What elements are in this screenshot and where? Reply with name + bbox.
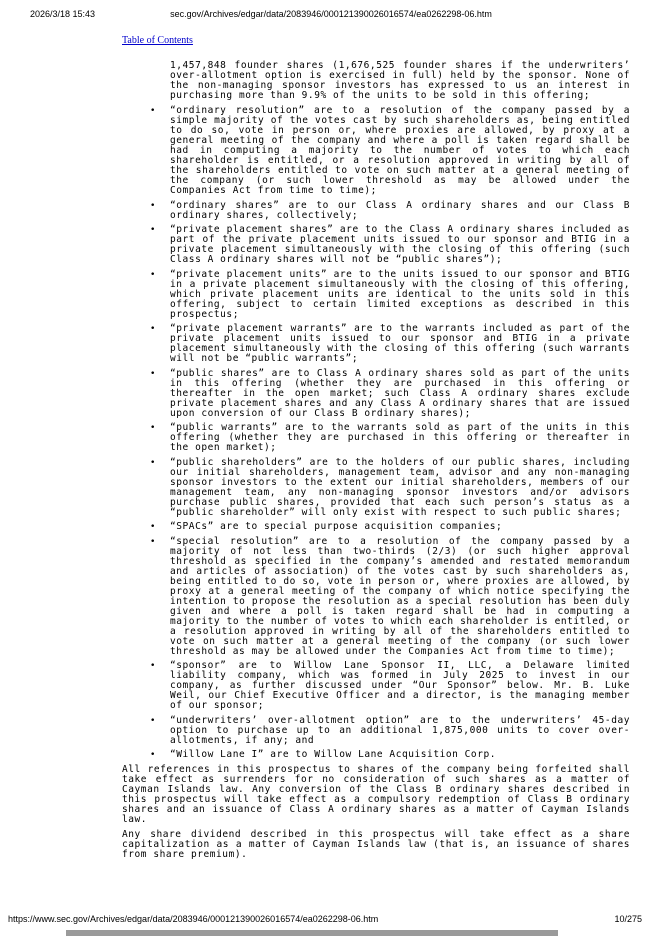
bullet-icon: •	[150, 661, 156, 671]
definitions-list	[122, 106, 630, 760]
list-item	[122, 522, 630, 532]
definition-text: “private placement units” are to the units issued to our sponsor and BTIG in a private placement simultaneously with the closing of this offering, which private placement units are identical to the units sold in this offering, subject to certain limited exceptions as described in this prospectus;	[170, 268, 630, 320]
bullet-icon: •	[150, 324, 156, 334]
list-item	[122, 750, 630, 760]
list-item	[122, 106, 630, 196]
list-item	[122, 225, 630, 265]
definition-text: “public shareholders” are to the holders of our public shares, including our initial shareholders, management team, advisor and any non-managing sponsor investors to the extent our initial shareholders, members of our management team, any non-managing sponsor investors and/or advisors purchase public shares, provided that each such person’s status as a “public shareholder” will only exist with respect to such public shares;	[170, 456, 630, 518]
bullet-icon: •	[150, 715, 156, 726]
bullet-icon: •	[150, 522, 156, 532]
definition-text: “sponsor” are to Willow Lane Sponsor II, LLC, a Delaware limited liability company, which was formed in July 2025 to invest in our company, as further discussed under “Our Sponsor” below. Mr. B. Luke Weil, our Chief Executive Officer and a director, is the managing member of our sponsor;	[170, 660, 630, 711]
print-url: https://www.sec.gov/Archives/edgar/data/2083946/000121390026016574/ea0262298-06.htm	[8, 914, 379, 924]
print-page-number: 10/275	[614, 914, 642, 924]
bullet-icon: •	[150, 106, 156, 116]
table-of-contents-link[interactable]: Table of Contents	[122, 35, 193, 46]
list-item	[122, 458, 630, 518]
bottom-edge-bar	[66, 930, 558, 936]
continuation-paragraph: 1,457,848 founder shares (1,676,525 founder shares if the underwriters’ over-allotment option is exercised in full) held by the sponsor. None of the non-managing sponsor investors has expressed to us an interest in purchasing more than 9.9% of the units to be sold in this offering;	[170, 60, 630, 101]
document-body	[122, 36, 630, 860]
list-item	[122, 716, 630, 746]
print-datetime: 2026/3/18 15:43	[30, 9, 96, 19]
definition-text: “public shares” are to Class A ordinary shares sold as part of the units in this offering (whether they are purchased in this offering or thereafter in the open market; such Class A ordinary shares exclude private placement shares and any Class A ordinary shares that are issued upon conversion of our Class B ordinary shares);	[170, 367, 630, 419]
list-item	[122, 537, 630, 657]
list-item	[122, 201, 630, 221]
paragraph-share-dividend: Any share dividend described in this prospectus will take effect as a share capitalization as a matter of Cayman Islands law (that is, an issuance of shares from share premium).	[122, 829, 630, 860]
definition-text: “private placement shares” are to the Class A ordinary shares included as part of the private placement units issued to our sponsor and BTIG in a private placement simultaneously with the closing of this offering (such Class A ordinary shares will not be “public shares”);	[170, 224, 630, 265]
definition-text: “public warrants” are to the warrants sold as part of the units in this offering (whether they are purchased in this offering or thereafter in the open market);	[170, 422, 630, 453]
definition-text: “ordinary resolution” are to a resolution of the company passed by a simple majority of the votes cast by such shareholders as, being entitled to do so, vote in person or, where proxies are allowed, by proxy at a general meeting of the company and where a poll is taken regard shall be had in computing a majority to the number of votes to which each shareholder is entitled, or a resolution approved in writing by all of the shareholders entitled to vote on such matter at a general meeting of the company (or such lower threshold as may be allowed under the Companies Act from time to time);	[170, 105, 630, 196]
bullet-icon: •	[150, 536, 156, 547]
list-item	[122, 661, 630, 711]
paragraph-forfeiture: All references in this prospectus to shares of the company being forfeited shall take effect as surrenders for no consideration of such shares as a matter of Cayman Islands law. Any conversion of the Class B ordinary shares described in this prospectus will take effect as a compulsory redemption of Class B ordinary shares and an issuance of Class A ordinary shares as a matter of Cayman Islands law.	[122, 764, 630, 825]
definition-text: “special resolution” are to a resolution of the company passed by a majority of not less than two-thirds (2/3) (or such higher approval threshold as specified in the company’s amended and restated memorandum and articles of association) of the votes cast by such shareholders as, being entitled to do so, vote in person or, where proxies are allowed, by proxy at a general meeting of the company of which notice specifying the intention to propose the resolution as a special resolution has been duly given and where a poll is taken regard shall be had in computing a majority to the number of votes to which each shareholder is entitled, or a resolution approved in writing by all of the shareholders entitled to vote on such matter at a general meeting of the company (or such lower threshold as may be allowed under the Companies Act from time to time);	[170, 535, 630, 657]
definition-text: “ordinary shares” are to our Class A ordinary shares and our Class B ordinary shares, collectively;	[170, 199, 630, 221]
bullet-icon: •	[150, 225, 156, 235]
bullet-icon: •	[150, 368, 156, 379]
list-item	[122, 369, 630, 419]
bullet-icon: •	[150, 750, 156, 760]
list-item	[122, 324, 630, 364]
definition-text: “underwriters’ over-allotment option” are to the underwriters’ 45-day option to purchase up to an additional 1,875,000 units to cover over-allotments, if any; and	[170, 714, 630, 746]
bullet-icon: •	[150, 457, 156, 468]
definition-text: “Willow Lane I” are to Willow Lane Acquisition Corp.	[170, 749, 497, 760]
print-header	[0, 9, 662, 21]
list-item	[122, 423, 630, 453]
list-item	[122, 270, 630, 320]
definition-text: “private placement warrants” are to the warrants included as part of the private placement units issued to our sponsor and BTIG in a private placement simultaneously with the closing of this offering (such warrants will not be “public warrants”;	[170, 323, 630, 364]
bullet-icon: •	[150, 269, 156, 280]
bullet-icon: •	[150, 423, 156, 433]
bullet-icon: •	[150, 200, 156, 211]
print-footer	[8, 914, 642, 924]
print-doc-title: sec.gov/Archives/edgar/data/2083946/000121390026016574/ea0262298-06.htm	[170, 9, 492, 19]
definition-text: “SPACs” are to special purpose acquisition companies;	[170, 521, 503, 532]
